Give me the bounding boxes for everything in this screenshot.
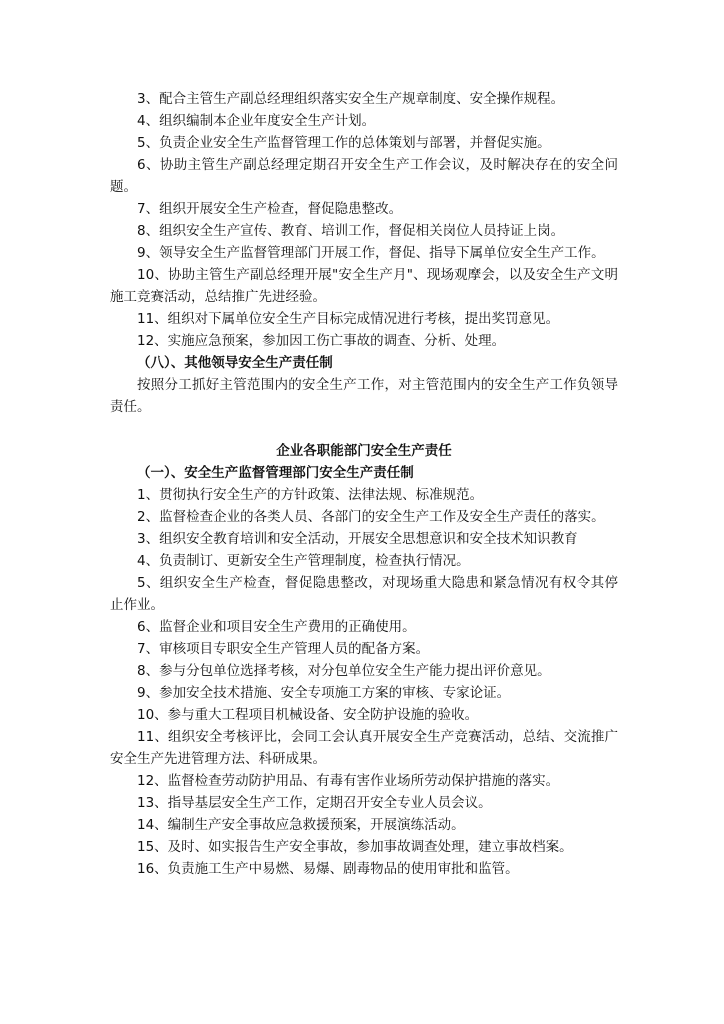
list-item: 11、组织安全考核评比，会同工会认真开展安全生产竞赛活动，总结、交流推广安全生产先进管理方法、科研成果。 (110, 729, 618, 767)
spacer (110, 418, 618, 440)
list-item: 10、协助主管生产副总经理开展"安全生产月"、现场观摩会，以及安全生产文明施工竞赛活动，总结推广先进经验。 (110, 267, 618, 305)
list-item: 12、监督检查劳动防护用品、有毒有害作业场所劳动保护措施的落实。 (137, 773, 560, 789)
list-item: 10、参与重大工程项目机械设备、安全防护设施的验收。 (137, 707, 479, 723)
list-item: 7、审核项目专职安全生产管理人员的配备方案。 (137, 641, 430, 657)
section-title: 企业各职能部门安全生产责任 (276, 443, 452, 459)
list-item: 12、实施应急预案，参加因工伤亡事故的调查、分析、处理。 (137, 333, 506, 349)
list-item: 6、监督企业和项目安全生产费用的正确使用。 (137, 619, 416, 635)
list-item: 3、组织安全教育培训和安全活动，开展安全思想意识和安全技术知识教育 (137, 531, 578, 547)
list-item: 4、组织编制本企业年度安全生产计划。 (137, 113, 376, 129)
list-item: 5、组织安全生产检查，督促隐患整改，对现场重大隐患和紧急情况有权令其停止作业。 (110, 575, 618, 613)
list-item: 14、编制生产安全事故应急救援预案，开展演练活动。 (137, 817, 465, 833)
document-page (110, 88, 618, 880)
list-item: 2、监督检查企业的各类人员、各部门的安全生产工作及安全生产责任的落实。 (137, 509, 605, 525)
list-item: 16、负责施工生产中易燃、易爆、剧毒物品的使用审批和监管。 (137, 861, 519, 877)
list-item: 3、配合主管生产副总经理组织落实安全生产规章制度、安全操作规程。 (137, 91, 565, 107)
list-item: 11、组织对下属单位安全生产目标完成情况进行考核，提出奖罚意见。 (137, 311, 560, 327)
list-item: 8、参与分包单位选择考核，对分包单位安全生产能力提出评价意见。 (137, 663, 551, 679)
paragraph: 按照分工抓好主管范围内的安全生产工作，对主管范围内的安全生产工作负领导责任。 (110, 377, 618, 415)
list-item: 5、负责企业安全生产监督管理工作的总体策划与部署，并督促实施。 (137, 135, 551, 151)
list-item: 6、协助主管生产副总经理定期召开安全生产工作会议，及时解决存在的安全问题。 (110, 157, 618, 195)
list-item: 13、指导基层安全生产工作，定期召开安全专业人员会议。 (137, 795, 492, 811)
list-item: 8、组织安全生产宣传、教育、培训工作，督促相关岗位人员持证上岗。 (137, 223, 565, 239)
list-item: 9、参加安全技术措施、安全专项施工方案的审核、专家论证。 (137, 685, 511, 701)
list-item: 1、贯彻执行安全生产的方针政策、法律法规、标准规范。 (137, 487, 484, 503)
list-item: 7、组织开展安全生产检查，督促隐患整改。 (137, 201, 403, 217)
list-item: 9、领导安全生产监督管理部门开展工作，督促、指导下属单位安全生产工作。 (137, 245, 605, 261)
section-heading: （一）、安全生产监督管理部门安全生产责任制 (137, 465, 414, 481)
list-item: 15、及时、如实报告生产安全事故，参加事故调查处理，建立事故档案。 (137, 839, 573, 855)
section-heading: （八）、其他领导安全生产责任制 (137, 355, 333, 371)
list-item: 4、负责制订、更新安全生产管理制度，检查执行情况。 (137, 553, 470, 569)
